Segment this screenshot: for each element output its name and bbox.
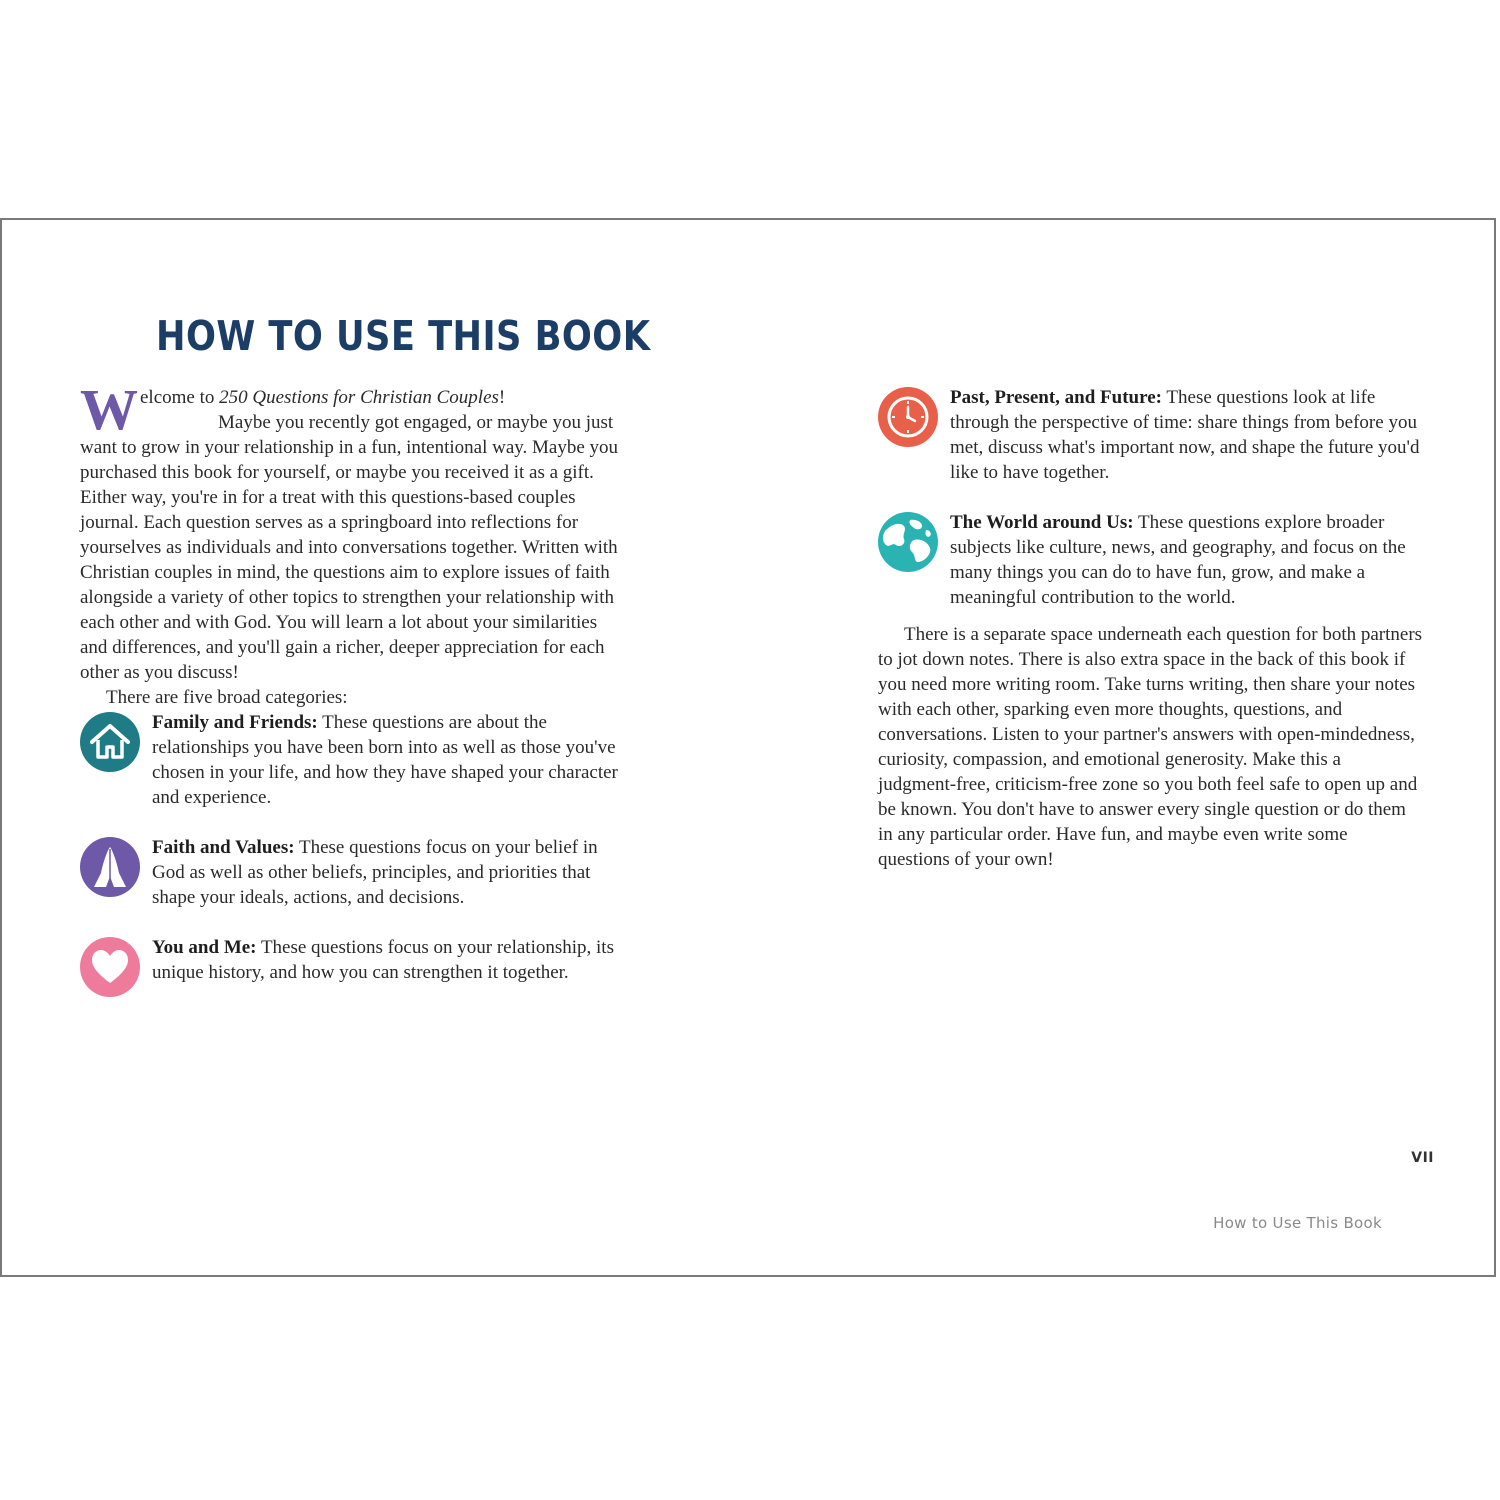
page-title: HOW TO USE THIS BOOK (156, 312, 651, 360)
category-family-and-friends (80, 710, 625, 810)
category-text (152, 935, 622, 985)
praying-hands-icon (80, 837, 140, 897)
category-description: These questions focus on your belief in God as well as other beliefs, principles, and priorities that shape your ideals, actions, and decisions. (152, 837, 598, 908)
intro-body: Maybe you recently got engaged, or maybe you just want to grow in your relationship in a fun, intentional way. Maybe you purchased this book for yourself, or maybe you received it as a gift. Either way, you're in for a treat with this questions-based couples journal. Each question serves as a springboard into reflections for yourselves as individuals and into conversations together. Written with Christian couples in mind, the questions aim to explore issues of faith alongside a variety of other topics to strengthen your relationship with each other and with God. You will learn a lot about your similarities and differences, and you'll gain a richer, deeper appreciation for each other as you discuss! (80, 412, 619, 683)
category-description: These questions focus on your relationship, its unique history, and how you can strengthen it together. (152, 937, 614, 983)
heart-icon (80, 937, 140, 997)
categories-intro: There are five broad categories: (106, 687, 348, 708)
category-world-around-us (878, 510, 1423, 610)
category-description: These questions look at life through the perspective of time: share things from before you met, discuss what's important now, and shape the future you'd like to have together. (950, 387, 1420, 483)
category-name: The World around Us: (950, 512, 1134, 533)
category-past-present-future (878, 385, 1423, 485)
category-you-and-me (80, 935, 625, 997)
category-text (950, 510, 1420, 610)
drop-cap: W (80, 377, 138, 442)
category-faith-and-values (80, 835, 625, 910)
page-number: VII (1411, 1150, 1434, 1166)
category-name: Faith and Values: (152, 837, 295, 858)
category-name: Family and Friends: (152, 712, 318, 733)
globe-icon (878, 512, 938, 572)
category-name: You and Me: (152, 937, 257, 958)
category-description: These questions are about the relationships you have been born into as well as those you've chosen in your life, and how they have shaped your character and experience. (152, 712, 618, 808)
book-spread (0, 218, 1496, 1277)
category-text (950, 385, 1420, 485)
intro-section (80, 377, 622, 710)
house-icon (80, 712, 140, 772)
clock-icon (878, 387, 938, 447)
category-name: Past, Present, and Future: (950, 387, 1162, 408)
book-title: 250 Questions for Christian Couples (219, 387, 499, 408)
intro-lead: elcome to (140, 387, 220, 408)
closing-paragraph: There is a separate space underneath each question for both partners to jot down notes. There is also extra space in the back of this book if you need more writing room. Take turns writing, then share your notes with each other, sparking even more thoughts, questions, and conversations. Listen to your partner's answers with open-mindedness, curiosity, compassion, and emotional generosity. Make this a judgment-free, criticism-free zone so you both feel safe to open up and be known. You don't have to answer every single question or do them in any particular order. Have fun, and maybe even write some questions of your own! (878, 624, 1423, 870)
intro-lead-end: ! (498, 387, 506, 408)
category-text (152, 835, 622, 910)
intro-paragraph (80, 377, 622, 685)
category-text (152, 710, 622, 810)
category-description: These questions explore broader subjects like culture, news, and geography, and focus on the many things you can do to have fun, grow, and make a meaningful contribution to the world. (950, 512, 1406, 608)
running-footer: How to Use This Book (1213, 1214, 1382, 1232)
